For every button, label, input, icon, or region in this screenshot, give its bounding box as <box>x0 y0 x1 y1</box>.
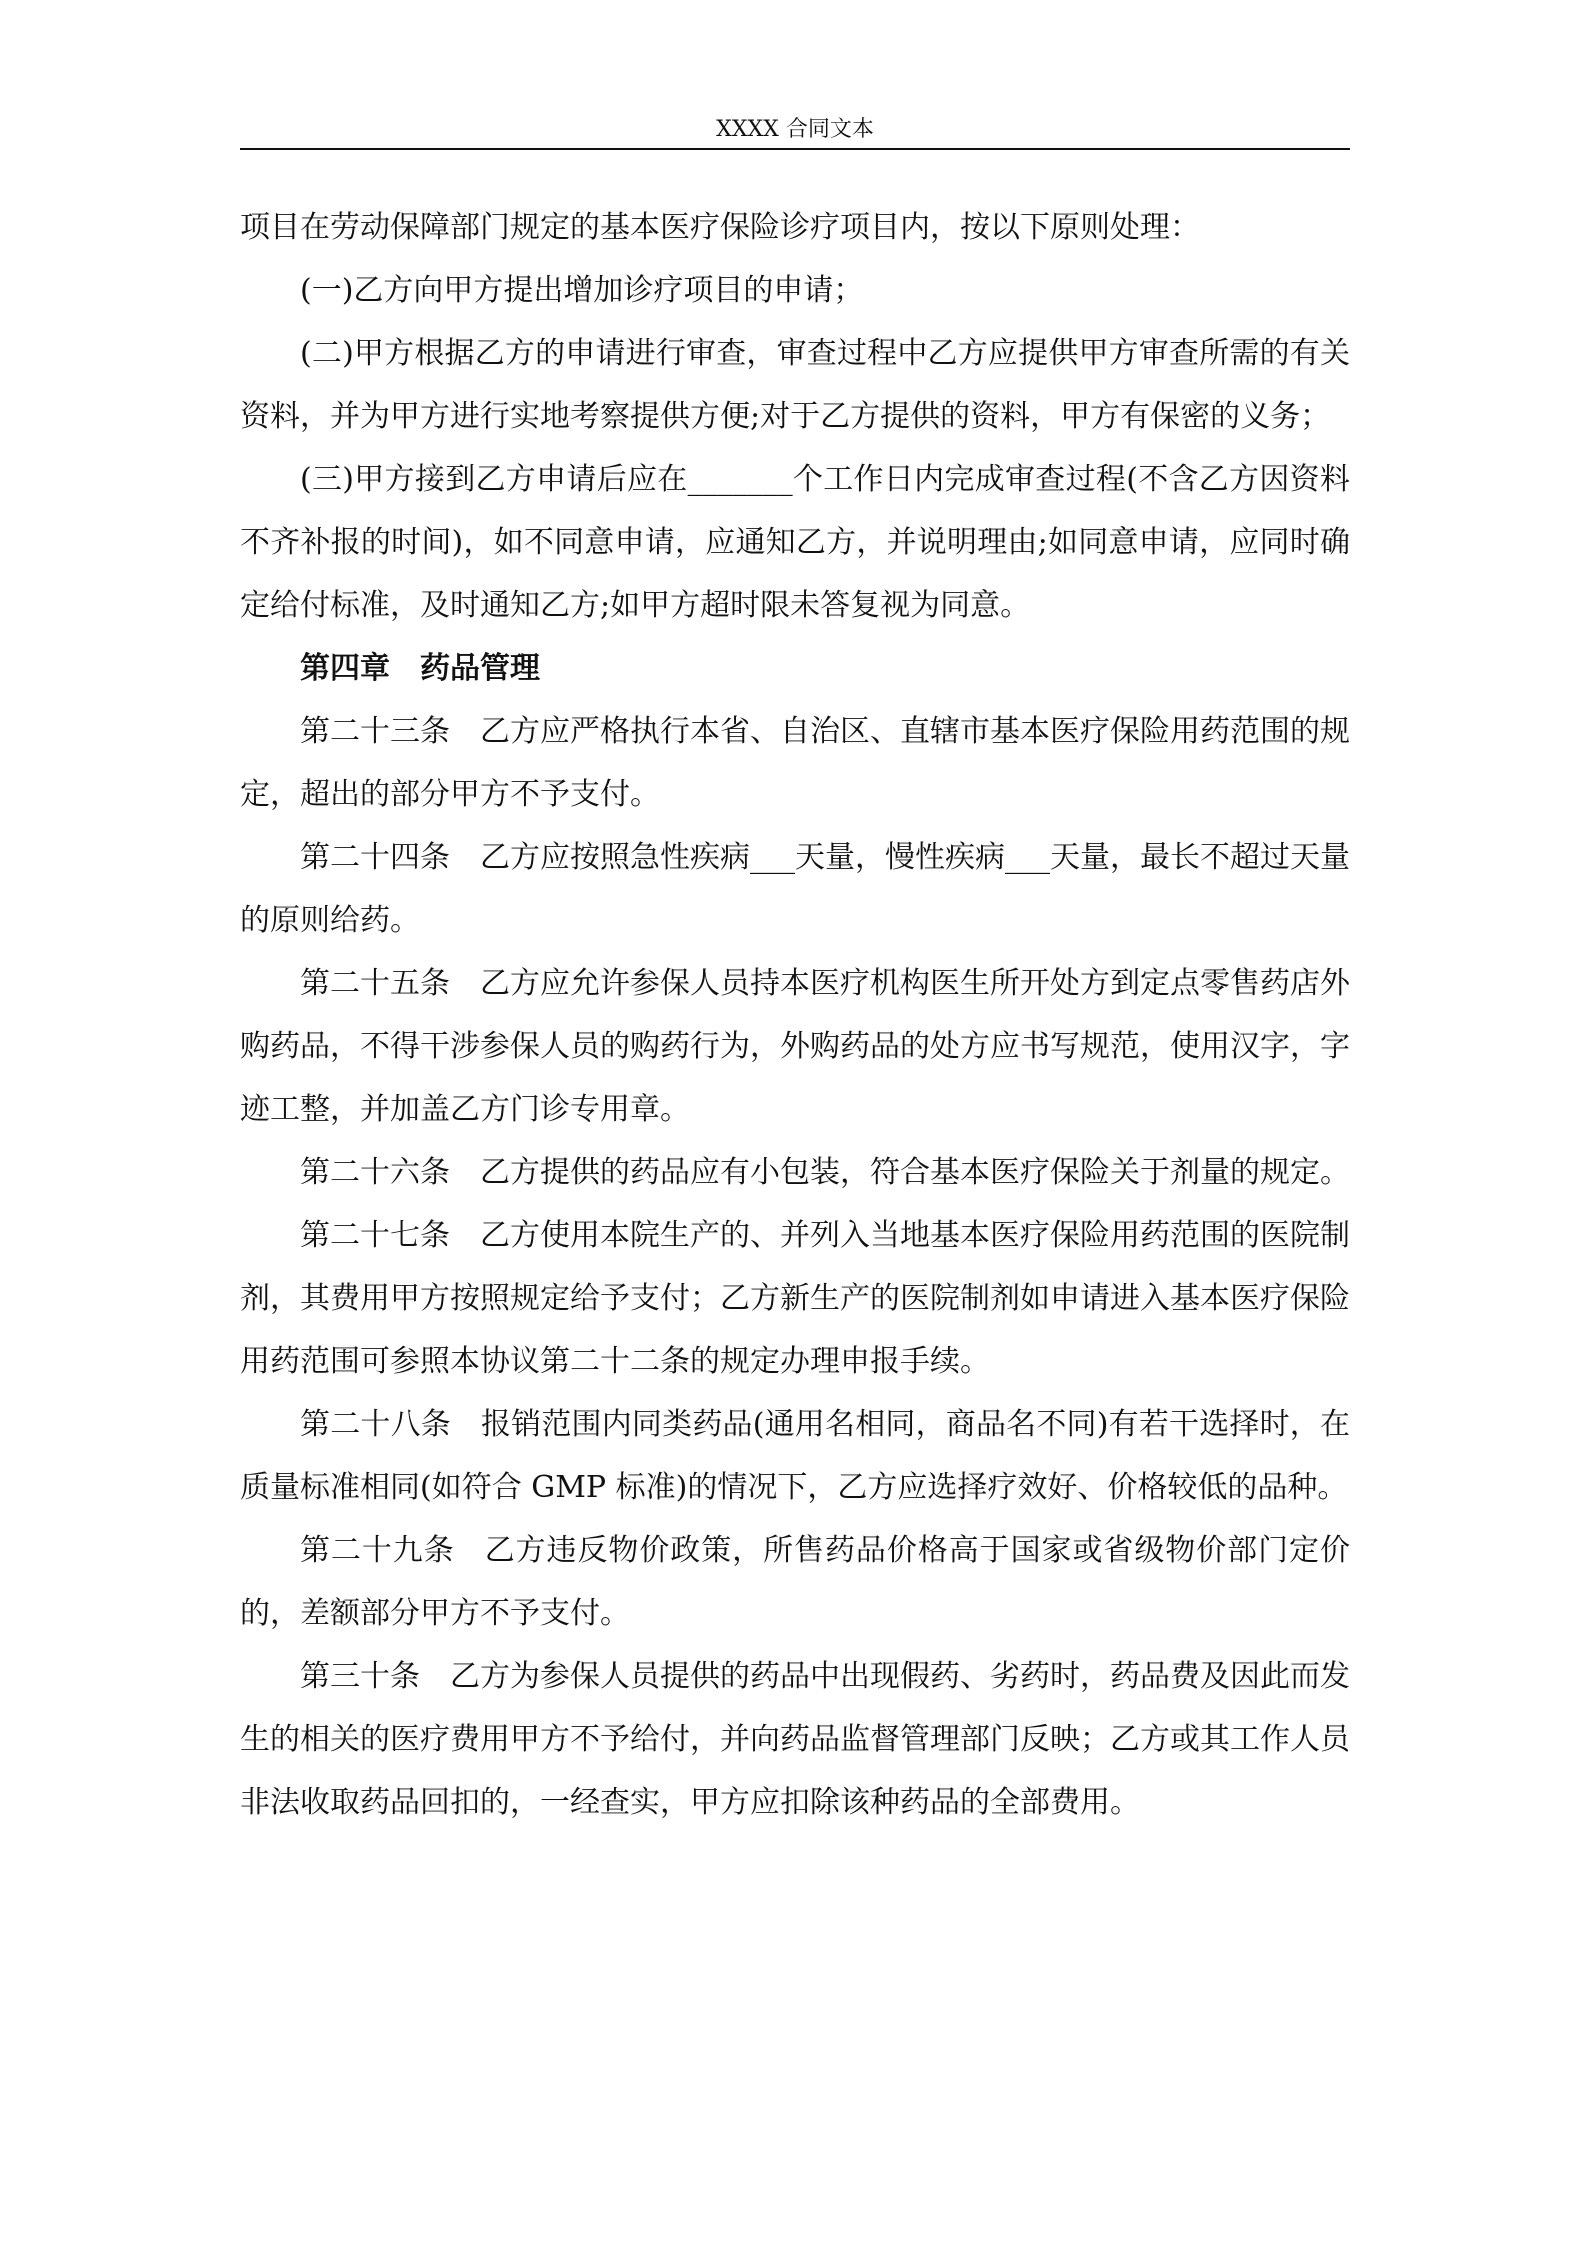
article-30 <box>240 1645 1350 1834</box>
list-item-2: (二)甲方根据乙方的申请进行审查，审查过程中乙方应提供甲方审查所需的有关资料，并为甲方进行实地考察提供方便;对于乙方提供的资料，甲方有保密的义务； <box>240 336 1350 434</box>
article-text: 乙方应允许参保人员持本医疗机构医生所开处方到定点零售药店外购药品，不得干涉参保人员的购药行为，外购药品的处方应书写规范，使用汉字，字迹工整，并加盖乙方门诊专用章。 <box>240 966 1350 1127</box>
article-text: 乙方为参保人员提供的药品中出现假药、劣药时，药品费及因此而发生的相关的医疗费用甲方不予给付，并向药品监督管理部门反映；乙方或其工作人员非法收取药品回扣的，一经查实，甲方应扣除该种药品的全部费用。 <box>240 1659 1350 1820</box>
article-number: 第二十四条 <box>300 840 450 875</box>
article-text: 乙方应严格执行本省、自治区、直辖市基本医疗保险用药范围的规定，超出的部分甲方不予支付。 <box>240 714 1350 812</box>
paragraph-continuation: 项目在劳动保障部门规定的基本医疗保险诊疗项目内，按以下原则处理： <box>240 210 1200 245</box>
article-text: 报销范围内同类药品(通用名相同，商品名不同)有若干选择时，在质量标准相同(如符合 GMP 标准)的情况下，乙方应选择疗效好、价格较低的品种。 <box>240 1407 1350 1505</box>
article-27 <box>240 1204 1350 1393</box>
article-number: 第二十六条 <box>300 1155 450 1190</box>
article-number: 第二十九条 <box>300 1533 455 1568</box>
article-28 <box>240 1393 1350 1519</box>
header-rule <box>240 148 1350 150</box>
article-number: 第二十三条 <box>300 714 450 749</box>
article-number: 第二十八条 <box>300 1407 451 1442</box>
page-header: XXXX 合同文本 <box>716 117 874 142</box>
article-text: 乙方违反物价政策，所售药品价格高于国家或省级物价部门定价的，差额部分甲方不予支付。 <box>240 1533 1350 1631</box>
document-body <box>240 196 1350 1834</box>
article-number: 第二十七条 <box>300 1218 450 1253</box>
list-item-1: (一)乙方向甲方提出增加诊疗项目的申请； <box>300 273 864 308</box>
article-23 <box>240 700 1350 826</box>
article-29 <box>240 1519 1350 1645</box>
list-item-3: (三)甲方接到乙方申请后应在_______个工作日内完成审查过程(不含乙方因资料不齐补报的时间)，如不同意申请，应通知乙方，并说明理由;如同意申请，应同时确定给付标准，及时通知乙方;如甲方超时限未答复视为同意。 <box>240 462 1350 623</box>
article-25 <box>240 952 1350 1141</box>
article-26 <box>240 1141 1350 1204</box>
article-number: 第三十条 <box>300 1659 420 1694</box>
article-number: 第二十五条 <box>300 966 450 1001</box>
chapter-heading: 第四章 药品管理 <box>300 651 540 686</box>
article-24 <box>240 826 1350 952</box>
article-text: 乙方提供的药品应有小包装，符合基本医疗保险关于剂量的规定。 <box>480 1155 1350 1190</box>
article-text: 乙方应按照急性疾病___天量，慢性疾病___天量，最长不超过天量的原则给药。 <box>240 840 1350 938</box>
article-text: 乙方使用本院生产的、并列入当地基本医疗保险用药范围的医院制剂，其费用甲方按照规定给予支付；乙方新生产的医院制剂如申请进入基本医疗保险用药范围可参照本协议第二十二条的规定办理申报手续。 <box>240 1218 1350 1379</box>
